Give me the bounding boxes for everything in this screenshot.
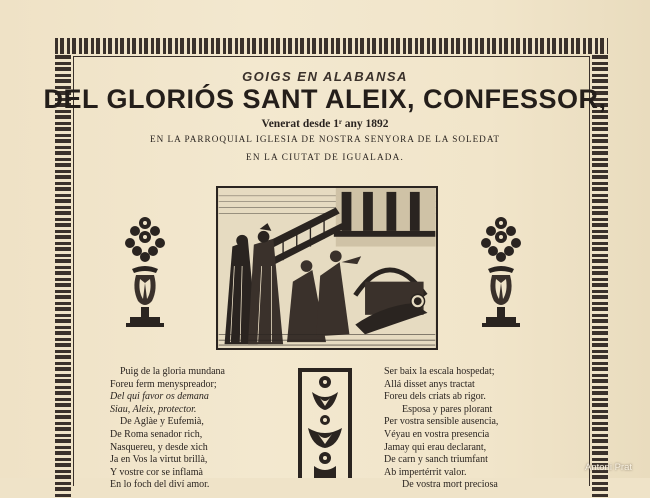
verse-line: De Roma senador rich, [110, 428, 203, 440]
verse-column-right [384, 366, 554, 492]
verse-column-left [110, 366, 280, 492]
verse-line: Puig de la gloria mundana [120, 366, 225, 377]
verse-line: Y vostre cor se inflamà [110, 466, 203, 478]
verse-line: De vostra mort preciosa [402, 479, 498, 491]
verse-line: En lo foch del diví amor. [110, 479, 210, 491]
subtitle-city: EN LA CIUTAT DE IGUALADA. [246, 152, 404, 162]
verse-line: De Aglàe y Eufemià, [120, 416, 204, 428]
verse-line: De carn y sanch triumfant [384, 454, 488, 466]
verse-line: Esposa y pares plorant [402, 403, 493, 415]
watermark: Antoni Prat [585, 462, 632, 473]
verse-line: Ser baix la escala hospedat; [384, 366, 495, 377]
floral-column-ornament [298, 368, 352, 478]
subtitle-parish: EN LA PARROQUIAL IGLESIA DE NOSTRA SENYORA DE LA SOLEDAT [149, 134, 501, 144]
verse-line: Ab impertérrit valor. [384, 466, 467, 478]
verse-line: Nasquereu, y desde xich [110, 441, 208, 453]
verse-line: Foreu ferm menyspreador; [110, 378, 217, 390]
verse-line: Del qui favor os demana [110, 391, 209, 403]
title-line-1: GOIGS EN ALABANSA [242, 69, 408, 84]
verse-line: Foreu dels criats ab rigor. [384, 391, 486, 403]
flower-vase-icon [122, 213, 168, 333]
verse-line: Allá disset anys tractat [384, 378, 475, 390]
verse-line: Véyau en vostra presencia [384, 428, 490, 440]
verse-line: Per vostra sensible ausencia, [384, 416, 499, 428]
subtitle-date: Venerat desde 1ʳ any 1892 [261, 118, 389, 130]
flower-vase-icon [478, 213, 524, 333]
verse-line: Ja en Vos la virtut brillà, [110, 454, 208, 466]
verse-line: Siau, Aleix, protector. [110, 403, 197, 415]
woodcut-illustration [216, 186, 438, 350]
title-line-2: DEL GLORIÓS SANT ALEIX, CONFESSOR, [43, 84, 607, 114]
verse-line: Jamay qui erau declarant, [384, 441, 487, 453]
